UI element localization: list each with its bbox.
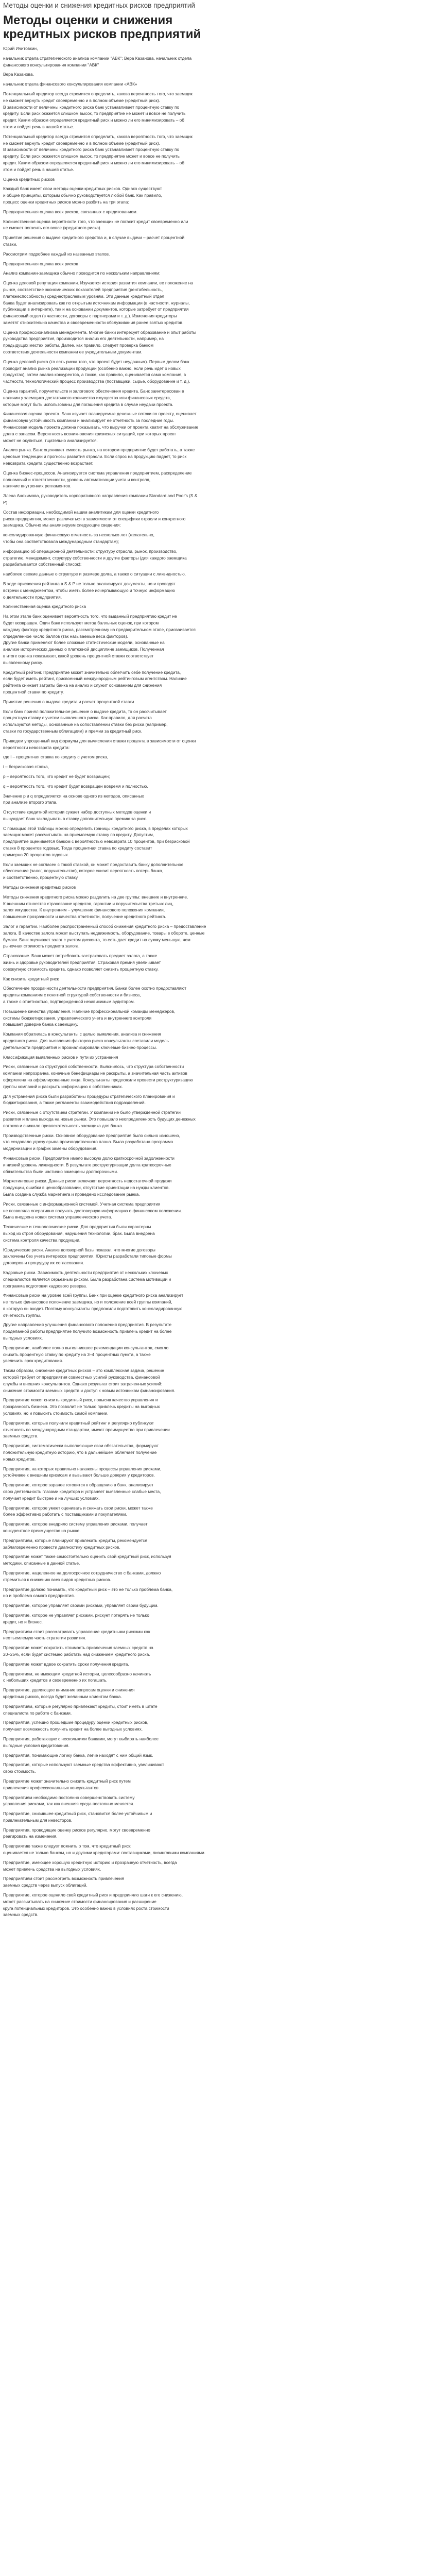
article-body [3, 45, 433, 1918]
section-heading: Методы снижения кредитных рисков [3, 885, 76, 890]
paragraph: Предприятие может вдвое сократить сроки получения кредита. [3, 1661, 129, 1667]
paragraph: Юрий Ичитовкин, [3, 46, 38, 51]
section-heading: Классификация выявленных рисков и пути их устранения [3, 1054, 118, 1060]
paragraph: Анализ рынка. Банк оценивает емкость рынка, на котором предприятие будет работать, а также ценовые тенденции и прогнозы развития отрасли. Если спрос на продукцию падает, то риск невозврата кредита существенно возрастает. [3, 447, 195, 466]
paragraph: q – вероятность того, что кредит будет возвращен вовремя и полностью. [3, 783, 148, 789]
paragraph: Для устранения риска были разработаны процедуры стратегического планирования и бюджетирования, а также регламенты взаимодействия подразделений. [3, 1093, 175, 1106]
paragraph: Технические и технологические риски. Для предприятия были характерны выход из строя оборудования, нарушения технологии, брак. Была внедрена система контроля качества продукции. [3, 1224, 155, 1243]
paragraph: Если банк принял положительное решение о выдаче кредита, то он рассчитывает процентную ставку с учетом выявленного риска. Как правило, для расчета используются методы, основанные на сопоставлении ставки без риска (например, ставки по государственным облигациям) и премии за кредитный риск. [3, 708, 168, 734]
article-title: Методы оценки и снижения кредитных рисков предприятий [3, 13, 201, 41]
paragraph: Отсутствие кредитной истории сужает набор доступных методов оценки и вынуждает банк закладывать в ставку дополнительную премию за риск. [3, 809, 151, 821]
paragraph: Предприятиям стоит рассматривать управление кредитными рисками как неотъемлемую часть стратегии развития. [3, 1629, 150, 1641]
paragraph: Маркетинговые риски. Данные риски включают вероятность недостаточной продажи продукции, ошибки в ценообразовании, отсутствие ориентации на нужды клиентов. Была создана служба маркетинга и проведено исследование рынка. [3, 1178, 172, 1197]
paragraph: информацию об операционной деятельности: структуру отрасли, рынок, производство, стратегию, менеджмент, структуру собственности и другие факторы (для каждого заемщика разрабатывается собственный список); [3, 548, 187, 567]
paragraph: Кадровые риски. Зависимость деятельности предприятия от нескольких ключевых специалистов является серьезным риском. Была разработана система мотивации и программа подготовки кадрового резерва. [3, 1269, 171, 1289]
paragraph: Если заемщик не согласен с такой ставкой, он может предоставить банку дополнительное обеспечение (залог, поручительство), которое снизит вероятность потерь банка, и соответственно, процентную ставку. [3, 861, 184, 880]
paragraph: Предприятие, которое управляет своими рисками, управляет своим будущим. [3, 1603, 159, 1608]
paragraph: Предприятиям стоит рассмотреть возможность привлечения заемных средств через выпуск облигаций. [3, 1876, 125, 1888]
paragraph: Оценка профессионализма менеджмента. Многие банки интересует образование и опыт работы руководства предприятия, производится анализ его деятельности, например, на предыдущих местах работы. Далее, как правило, следует проверка банком соответствия деятельности компании ее учредительным документам. [3, 329, 197, 355]
paragraph: Предприятие, уделяющее внимание вопросам оценки и снижения кредитных рисков, всегда будет желанным клиентом банка. [3, 1687, 135, 1699]
paragraph: Предприятия, систематически выполняющие свои обязательства, формируют положительную кредитную историю, что в дальнейшем облегчает получение новых кредитов. [3, 1443, 159, 1462]
paragraph: Предприятие может значительно снизить кредитный риск путем привлечения профессиональных консультантов. [3, 1778, 131, 1790]
paragraph: С помощью этой таблицы можно определить границы кредитного риска, в пределах которых заемщик может рассчитывать на приемлемую ставку по кредиту. Допустим, предприятие оценивается банком с вероятностью невозврата 10 процентов, при безрисковой ставке 8 процентов годовых. Тогда процентная ставка по кредиту составит примерно 20 процентов годовых. [3, 825, 190, 857]
paragraph: В ходе присвоения рейтинга в S & P не только анализируют документы, но и проводят встречи с менеджментом, чтобы иметь более исчерпывающую и точную информацию о деятельности предприятия. [3, 581, 176, 600]
paragraph: начальник отдела стратегического анализа компании "АВК"; Вера Казанова, начальник отдела финансового консультирования компании "АВК" [3, 55, 192, 67]
paragraph: Рассмотрим подробнее каждый из названных этапов. [3, 251, 110, 257]
paragraph: Предприятия, успешно прошедшие процедуру оценки кредитных рисков, получают возможность получить кредит на более выгодных условиях. [3, 1720, 149, 1732]
paragraph: Предприятию также следует помнить о том, что кредитный риск оценивается не только банком, но и другими кредиторами: поставщиками, лизинговыми компаниями. [3, 1843, 206, 1856]
paragraph: Элена Анохимова, руководитель корпоративного направления компании Standard and Poor's (S & P) [3, 493, 198, 505]
paragraph: Предприятие может снизить кредитный риск, повысив качество управления и прозрачность бизнеса. Это позволит не только привлечь кредиты на выгодных условиях, но и повысить стоимость самой компании. [3, 1397, 160, 1416]
paragraph: Другие направления улучшения финансового положения предприятия. В результате проделанной работы предприятие получило возможность привлечь кредит на более выгодных условиях. [3, 1322, 172, 1341]
paragraph: Анализ компании-заемщика обычно проводится по нескольким направлениям: [3, 270, 161, 276]
paragraph: Предприятиям необходимо постоянно совершенствовать систему управления рисками, так как внешняя среда постоянно меняется. [3, 1794, 135, 1807]
paragraph: Залог и гарантии. Наиболее распространенный способ снижения кредитного риска – предоставление залога. В качестве залога может выступать недвижимость, оборудование, товары в обороте, ценные бумаги. Банк оценивает залог с учетом дисконта, то есть дает кредит на сумму меньшую, чем рыночная стоимость предмета залога. [3, 924, 206, 949]
paragraph: Предварительная оценка всех рисков, связанных с кредитованием. [3, 209, 138, 214]
paragraph: Количественная оценка вероятности того, что заемщик не погасит кредит своевременно или не сможет погасить его вовсе (кредитного риска). [3, 218, 188, 231]
paragraph: Предприятие, которое заранее готовится к обращению в банк, анализирует свою деятельность глазами кредитора и устраняет выявленные слабые места, получает кредит быстрее и на лучших условиях. [3, 1482, 161, 1501]
paragraph: Компания обратилась в консультанты с целью выявления, анализа и снижения кредитного риска. Для выявления факторов риска консультанты составили модель деятельности предприятия и проанализировали ключевые бизнес-процессы. [3, 1031, 169, 1050]
paragraph: Обеспечение прозрачности деятельности предприятия. Банки более охотно предоставляют кредиты компаниям с понятной структурой собственности и бизнеса, а также с отчетностью, подтвержденной независимым аудитором. [3, 986, 186, 1005]
paragraph: Предприятиям, не имеющим кредитной истории, целесообразно начинать с небольших кредитов и своевременно их погашать. [3, 1671, 151, 1683]
paragraph: p – вероятность того, что кредит не будет возвращен; [3, 773, 110, 779]
paragraph: Предприятия, понимающие логику банка, легче находят с ним общий язык. [3, 1752, 153, 1758]
paragraph: Предприятие, нацеленное на долгосрочное сотрудничество с банками, должно стремиться к снижению всех видов кредитных рисков. [3, 1570, 161, 1582]
paragraph: Предприятия, на которых правильно налажены процессы управления рисками, устойчивее к внешним кризисам и вызывают больше доверия у кредиторов. [3, 1466, 162, 1478]
paragraph: Предприятия, которые получили кредитный рейтинг и регулярно публикуют отчетность по международным стандартам, имеют преимущество при привлечении заемных средств. [3, 1420, 170, 1439]
paragraph: Таким образом, снижение кредитных рисков – это комплексная задача, решение которой требует от предприятия совместных усилий руководства, финансовой службы и внешних консультантов. Однако результат стоит затраченных усилий: снижение стоимости заемных средств и доступ к новым источникам финансирования. [3, 1368, 176, 1393]
paragraph: Кредитный рейтинг. Предприятие может значительно облегчить себе получение кредита, если будет иметь рейтинг, присвоенный международным рейтинговым агентством. Наличие рейтинга снижает затраты банка на анализ и служит основанием для снижения процентной ставки по кредиту. [3, 669, 187, 694]
paragraph: консолидированную финансовую отчетность за несколько лет (желательно, чтобы она соответствовала международным стандартам); [3, 532, 154, 544]
paragraph: i – безрисковая ставка, [3, 764, 49, 770]
paragraph: Принятие решения о выдаче кредитного средства и, в случае выдачи – расчет процентной ставки. [3, 235, 185, 247]
paragraph: Предприятие, которое не управляет рисками, рискует потерять не только кредит, но и бизнес. [3, 1612, 149, 1624]
paragraph: Оценка гарантий, поручительств и залогового обеспечения кредита. Банк заинтересован в наличии у заемщика достаточного количества имущества или финансовых средств, которые могут быть использованы для погашения кредита в случае неудачи проекта. [3, 388, 184, 407]
paragraph: наиболее свежие данные о структуре и размере долга, а также о ситуации с ликвидностью. [3, 571, 186, 577]
paragraph: Оценка деловой репутации компании. Изучается история развития компании, ее положение на рынке, соответствие экономических показателей предприятия (рентабельность, платежеспособность) среднеотраслевым уровням. Эти данные кредитный отдел банка будет анализировать как по открытым источникам информации (в частности, журналы, публикации в интернете), так и на основании документов, которые затребует от предприятия финансовый отдел (в частности, договоры с партнерами и т. д.). Изменения кредиторы заметят относительно качества и своевременности обслуживания ранее взятых кредитов. [3, 280, 193, 325]
paragraph: где i – процентная ставка по кредиту с учетом риска, [3, 754, 109, 760]
section-heading: Принятие решения о выдаче кредита и расчет процентной ставки [3, 699, 134, 704]
paragraph: начальник отдела финансового консультирования компании «АВК» [3, 81, 137, 87]
section-heading: Оценка кредитных рисков [3, 176, 55, 182]
section-heading: Предварительная оценка всех рисков [3, 261, 78, 266]
paragraph: Предприятие, которое оценило свой кредитный риск и предприняло шаги к его снижению, может рассчитывать на снижение стоимости финансирования и расширение круга потенциальных кредиторов. Это особенно важно в условиях роста стоимости заемных средств. [3, 1892, 183, 1918]
paragraph: Потенциальный кредитор всегда стремится определить, какова вероятность того, что заемщик не сможет вернуть кредит своевременно и в полном объеме (кредитный риск). В зависимости от величины кредитного риска банк устанавливает процентную ставку по кредиту. Если риск окажется слишком высок, то предприятие не может и вовсе не получить кредит. Каким образом определяется кредитный риск и можно ли его минимизировать – об этом и пойдет речь в нашей статье. [3, 91, 193, 129]
paragraph: Риски, связанные со структурой собственности. Выяснилось, что структура собственности компании непрозрачна, конечные бенефициары не раскрыты, а значительная часть активов оформлена на аффилированные лица. Консультанты предложили провести реструктуризацию группы компаний и раскрыть информацию о собственниках. [3, 1064, 193, 1089]
paragraph: Юридические риски. Анализ договорной базы показал, что многие договоры заключены без учета интересов предприятия. Юристы разработали типовые формы договоров и процедуру их согласования. [3, 1247, 172, 1266]
section-heading: Как снизить кредитный риск [3, 976, 59, 981]
paragraph: Оценка бизнес-процессов. Анализируется система управления предприятием, распределение полномочий и ответственности, уровень автоматизации учета и контроля, наличие внутренних регламентов. [3, 470, 192, 489]
paragraph: Риски, связанные с отсутствием стратегии. У компании не было утвержденной стратегии развития и плана выхода на новые рынки. Это повышало неопределенность будущих денежных потоков и снижало привлекательность заемщика для банка. [3, 1110, 196, 1128]
paragraph: Предприятия, работающие с несколькими банками, могут выбирать наиболее выгодные условия кредитования. [3, 1736, 159, 1748]
paragraph: Состав информации, необходимой нашим аналитикам для оценки кредитного риска предприятия, может различаться в зависимости от специфики отрасли и конкретного заемщика. Обычно мы анализируем следующие сведения: [3, 509, 186, 528]
paragraph: Повышение качества управления. Наличие профессиональной команды менеджеров, системы бюджетирования, управленческого учета и внутреннего контроля повышает доверие банка к заемщику. [3, 1008, 176, 1027]
paragraph: Предприятие, которое внедрило систему управления рисками, получает конкурентное преимущество на рынке. [3, 1521, 148, 1533]
paragraph: Предприятие, наиболее полно выполнившее рекомендации консультантов, смогло снизить процентную ставку по кредиту на 3–4 процентных пункта, а также увеличить срок кредитования. [3, 1345, 169, 1364]
paragraph: Производственные риски. Основное оборудование предприятия было сильно изношено, что создавало угрозу срыва производственного плана. Была разработана программа модернизации и график замены оборудования. [3, 1132, 180, 1151]
paragraph: Страхование. Банк может потребовать застраховать предмет залога, а также жизнь и здоровье руководителей предприятия. Страховая премия увеличивает совокупную стоимость кредита, однако позволяет снизить процентную ставку. [3, 953, 161, 972]
paragraph: Предприятия, проводящие оценку рисков регулярно, могут своевременно реагировать на изменения. [3, 1827, 150, 1839]
paragraph: Значение p и q определяется на основе одного из методов, описанных при анализе второго этапа. [3, 793, 144, 805]
paragraph: Предприятие может также самостоятельно оценить свой кредитный риск, используя методики, описанные в данной статье. [3, 1554, 171, 1566]
paragraph: Приведем упрощенный вид формулы для вычисления ставки процента в зависимости от оценки вероятности невозврата кредита: [3, 738, 196, 750]
paragraph: Предприятиям, которые регулярно привлекают кредиты, стоит иметь в штате специалиста по работе с банками. [3, 1703, 158, 1716]
paragraph: Оценка деловой риска (то есть риска того, что проект будет неудачным). Первым делом банк проводит анализ рынка реализации продукции (особенно важно, если речь идет о новых продуктах), затем анализ конкурентов, а также, как правило, оценивается сама компания, в частности, технологический процесс производства (поставщики, сырье, оборудование и т. д.). [3, 359, 190, 384]
paragraph: Предприятие, снизившее кредитный риск, становится более устойчивым и привлекательным для инвесторов. [3, 1811, 152, 1823]
paragraph: Финансовая оценка проекта. Банк изучает планируемые денежные потоки по проекту, оценивает финансовую устойчивость компании и анализирует ее отчетность за последние годы. Финансовая модель проекта должна показывать, что выручки от проекта хватит на обслуживание долга с запасом. Вероятность возникновения кризисных ситуаций, при которых проект может не окупиться, тщательно анализируется. [3, 411, 199, 443]
paragraph: Предприятия, которые используют заемные средства эффективно, увеличивают свою стоимость. [3, 1762, 164, 1774]
paragraph: Предприятиям, которые планируют привлекать кредиты, рекомендуется заблаговременно провести диагностику кредитных рисков. [3, 1537, 147, 1550]
paragraph: Финансовые риски. Предприятие имело высокую долю краткосрочной задолженности и низкий уровень ликвидности. В результате реструктуризации долга краткосрочные обязательства были частично замещены долгосрочными. [3, 1155, 175, 1174]
paragraph: Финансовые риски на уровне всей группы. Банк при оценке кредитного риска анализирует не только финансовое положение заемщика, но и положение всей группы компаний, в которую он входит. Поэтому консультанты предложили подготовить консолидированную отчетность группы. [3, 1293, 184, 1318]
paragraph: На этом этапе банк оценивает вероятность того, что выданный предприятию кредит не будет возвращен. Один банк использует метод балльных оценок, при котором каждому фактору кредитного риска, рассмотренному на предварительном этапе, присваивается определенное число баллов (так называемые веса факторов). Другие банки применяют более сложные статистические модели, основанные на анализе исторических данных о платежной дисциплине заемщиков. Полученная в итоге оценка показывает, какой уровень процентной ставки соответствует выявленному риску. [3, 614, 196, 665]
paragraph: Потенциальный кредитор всегда стремится определить, какова вероятность того, что заемщик не сможет вернуть кредит своевременно и в полном объеме (кредитный риск). В зависимости от величины кредитного риска банк устанавливает процентную ставку по кредиту. Если риск окажется слишком высок, то предприятие может и вовсе не получить кредит. Каким образом определяется кредитный риск и можно ли его минимизировать – об этом и пойдет речь в нашей статье. [3, 133, 193, 172]
section-heading: Количественная оценка кредитного риска [3, 604, 86, 609]
paragraph: Предприятие, которое умеет оценивать и снижать свои риски, может также более эффективно работать с поставщиками и покупателями. [3, 1505, 153, 1517]
paragraph: Предприятие, имеющее хорошую кредитную историю и прозрачную отчетность, всегда может привлечь средства на выгодных условиях. [3, 1859, 177, 1872]
paragraph: Предприятие должно понимать, что кредитный риск – это не только проблема банка, но и проблема самого предприятия. [3, 1586, 173, 1599]
paragraph: Методы снижения кредитного риска можно разделить на две группы: внешние и внутренние. К внешним относятся страхование кредитов, гарантии и поручительства третьих лиц, залог имущества. К внутренним – улучшение финансового положения компании, повышение прозрачности и качества отчетности, получение кредитного рейтинга. [3, 894, 188, 920]
page-tab-title: Методы оценки и снижения кредитных рисков предприятий [3, 2, 195, 9]
paragraph: Вера Казанова, [3, 72, 34, 77]
paragraph: Предприятие может сократить стоимость привлечения заемных средств на 20–25%, если будет системно работать над снижением кредитного риска. [3, 1645, 153, 1657]
paragraph: Риски, связанные с информационной системой. Учетная система предприятия не позволяла оперативно получать достоверную информацию о финансовом положении. Была внедрена новая система управленческого учета. [3, 1201, 182, 1220]
paragraph: Каждый банк имеет свои методы оценки кредитных рисков. Однако существуют и общие принципы, которым обычно руководствуется любой банк. Как правило, процесс оценки кредитных рисков можно разбить на три этапа: [3, 186, 162, 205]
